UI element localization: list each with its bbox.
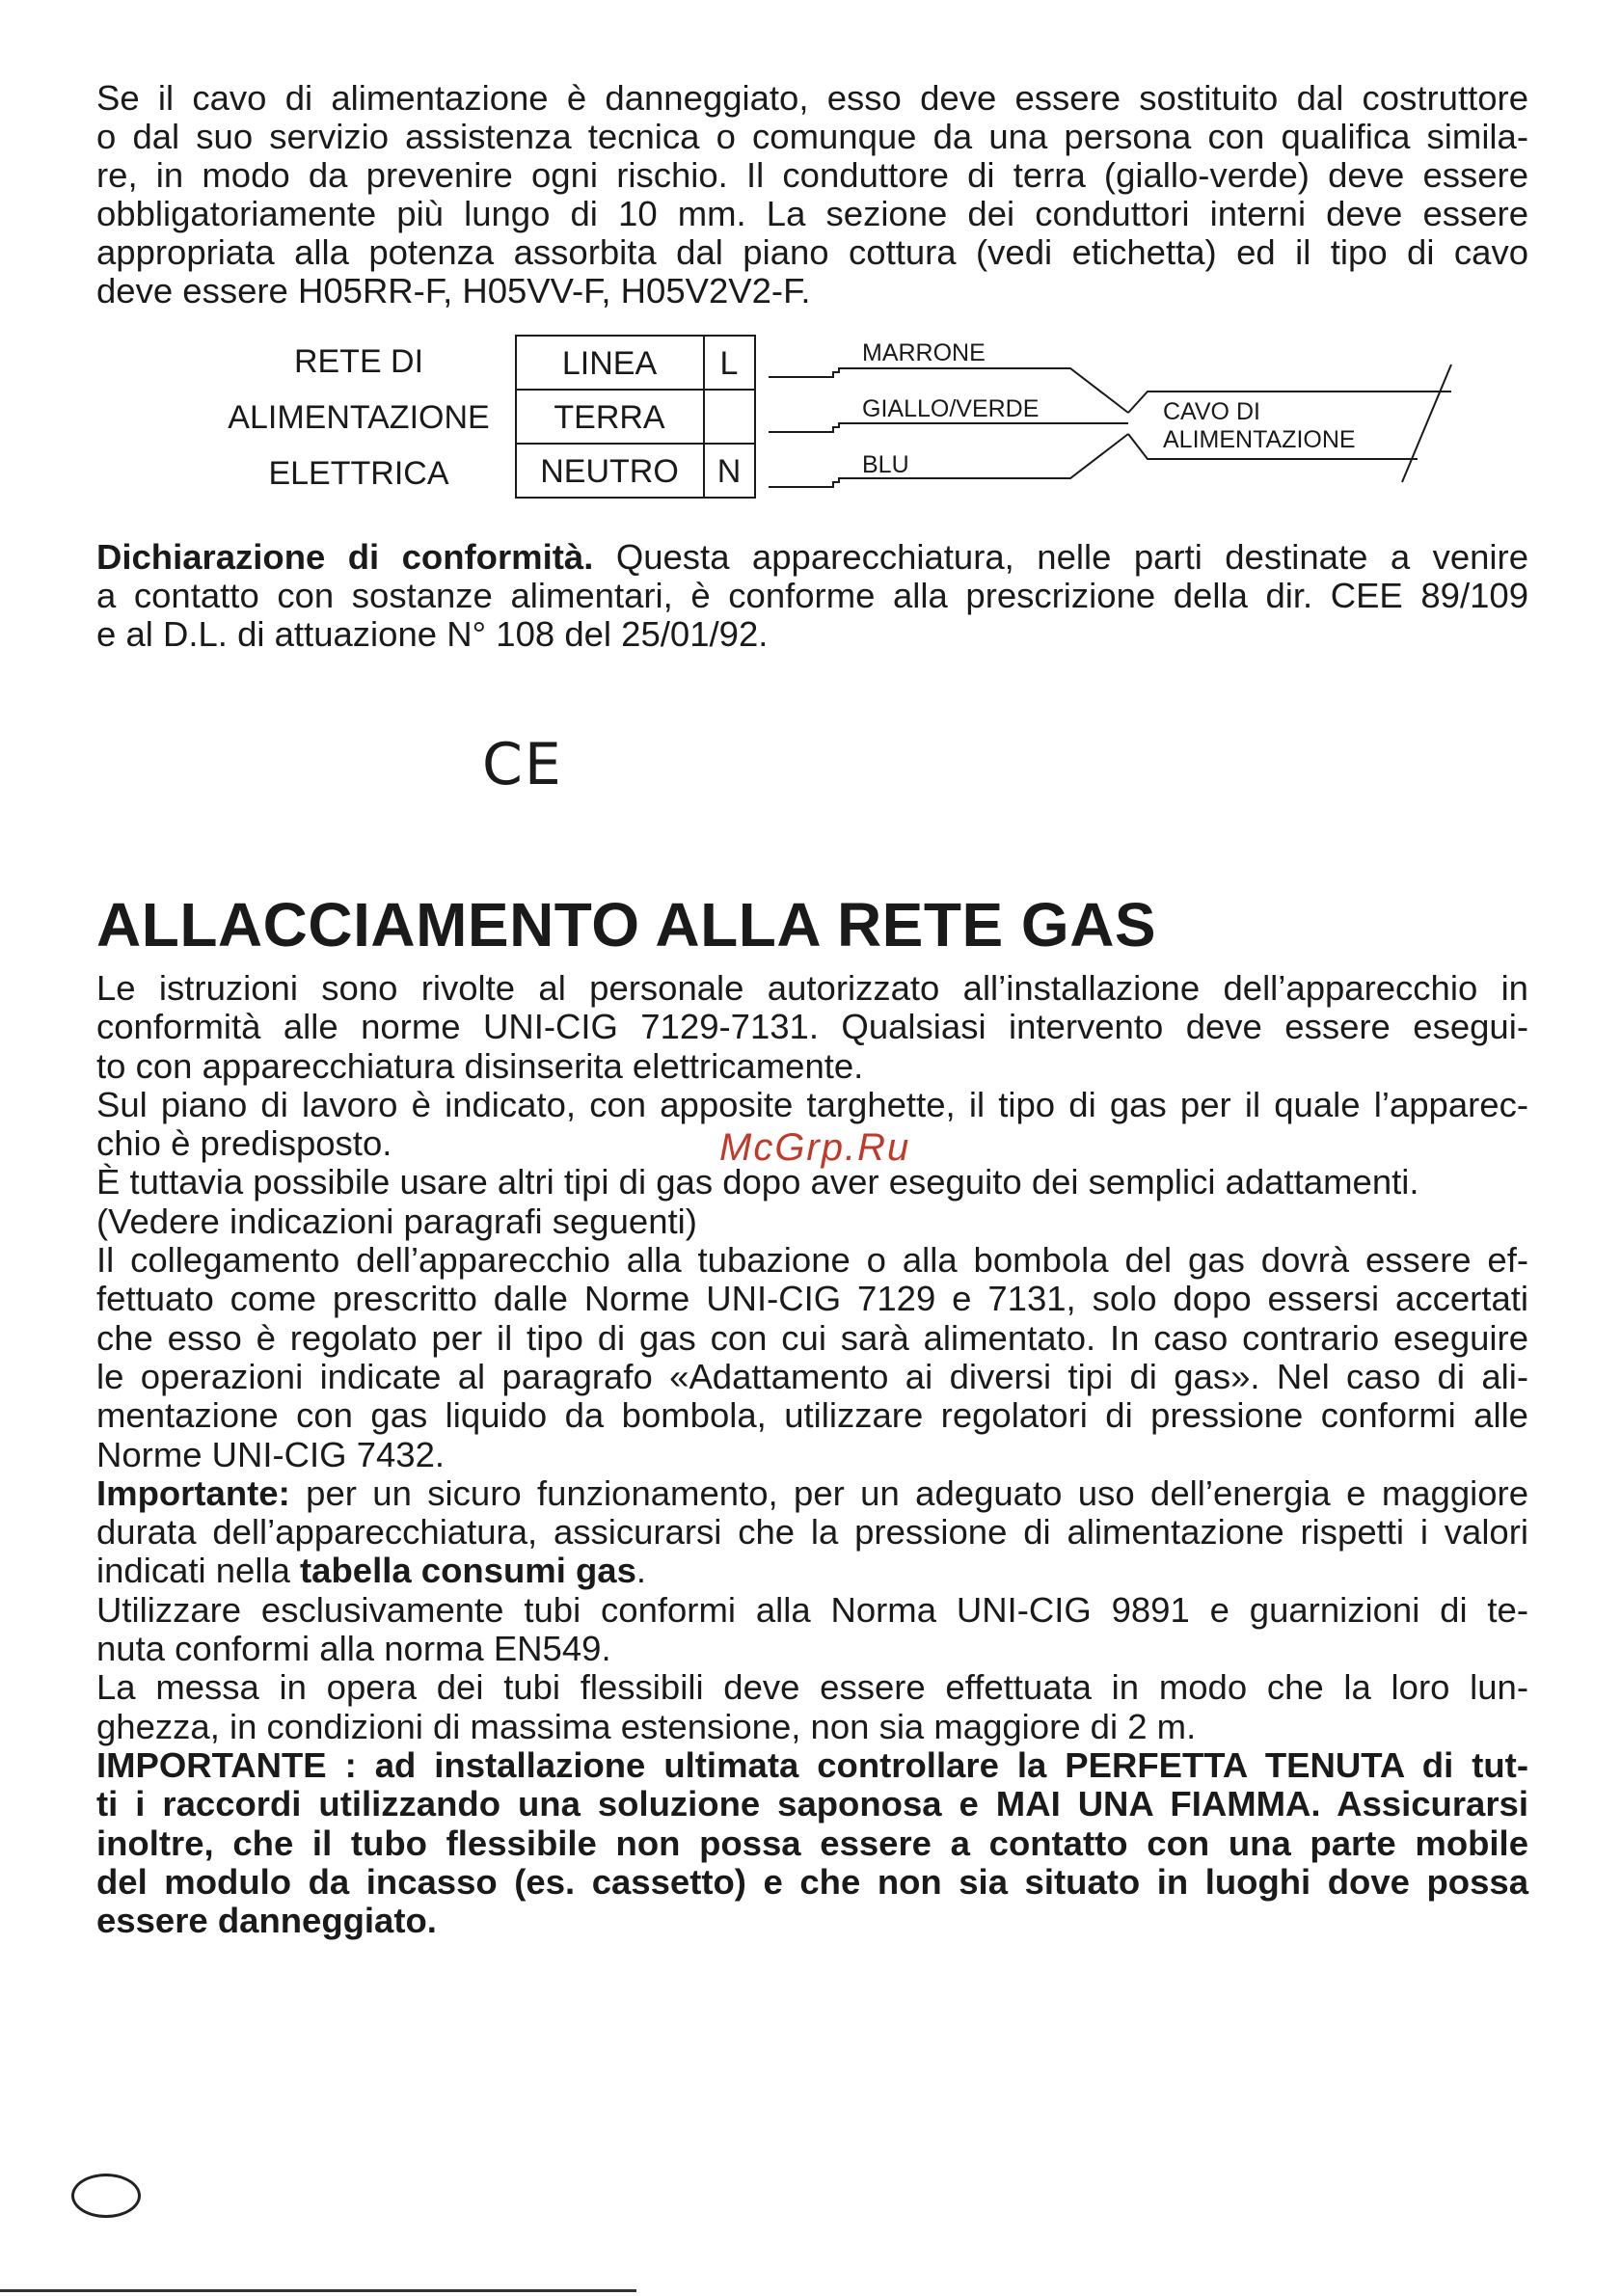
text-line: a contatto con sostanze alimentari, è conforme alla prescrizione della dir. CEE 89/109 — [96, 576, 1528, 615]
wire-color-blu: BLU — [862, 451, 909, 478]
text-line: Il collegamento dell’apparecchio alla tubazione o alla bombola del gas dovrà essere ef- — [96, 1240, 1528, 1281]
text-span: . — [635, 1551, 647, 1591]
network-label-line: ALIMENTAZIONE — [228, 399, 490, 436]
network-label-line: RETE DI — [293, 343, 424, 380]
text-line: durata dell’apparecchiatura, assicurarsi che la pressione di alimentazione rispetti i valori — [96, 1512, 1528, 1553]
text-line: La messa in opera dei tubi flessibili deve essere effettuata in modo che la loro lun- — [96, 1667, 1528, 1708]
text-line: o dal suo servizio assistenza tecnica o comunque da una persona con qualifica simila- — [96, 117, 1528, 156]
text-line: Utilizzare esclusivamente tubi conformi alla Norma UNI-CIG 9891 e guarnizioni di te- — [96, 1589, 1528, 1630]
ce-mark: CE — [482, 731, 563, 798]
text-line: obbligatoriamente più lungo di 10 mm. La sezione dei conduttori interni deve essere — [96, 194, 1528, 233]
section-heading: ALLACCIAMENTO ALLA RETE GAS — [96, 890, 1157, 959]
important-label: Importante: — [96, 1472, 290, 1513]
text-line — [96, 1552, 1528, 1590]
wire-color-marrone: MARRONE — [862, 339, 986, 366]
text-line: e al D.L. di attuazione N° 108 del 25/01/92. — [96, 614, 769, 654]
text-line: deve essere H05RR-F, H05VV-F, H05V2V2-F. — [96, 271, 811, 311]
wiring-diagram — [193, 326, 1466, 509]
bottom-rule — [0, 2289, 636, 2292]
text-line: re, in modo da prevenire ogni rischio. Il conduttore di terra (giallo-verde) deve essere — [96, 155, 1528, 195]
terminal-n: N — [716, 453, 742, 490]
text-line: Norme UNI-CIG 7432. — [96, 1434, 446, 1474]
important-warning-line: del modulo da incasso (es. cassetto) e che non sia situato in luoghi dove possa — [96, 1861, 1528, 1902]
text-line — [96, 538, 1528, 577]
terminal-l: L — [719, 345, 739, 382]
text-line: Sul piano di lavoro è indicato, con apposite targhette, il tipo di gas per il quale l’apparec- — [96, 1084, 1528, 1124]
important-warning-line: essere danneggiato. — [96, 1901, 437, 1941]
text-line: ghezza, in condizioni di massima estensione, non sia maggiore di 2 m. — [96, 1706, 1197, 1746]
text-line: È tuttavia possibile usare altri tipi di gas dopo aver eseguito dei semplici adattamenti. — [96, 1162, 1419, 1202]
text-line: Le istruzioni sono rivolte al personale autorizzato all’installazione dell’apparecchio in — [96, 968, 1528, 1008]
cable-label-line: ALIMENTAZIONE — [1163, 426, 1356, 453]
conductor-terra: TERRA — [554, 399, 665, 436]
conductor-linea: LINEA — [561, 345, 658, 382]
intro-paragraph — [96, 79, 1528, 311]
important-warning-line: ti i raccordi utilizzando una soluzione saponosa e MAI UNA FIAMMA. Assicurarsi — [96, 1784, 1528, 1824]
watermark: McGrp.Ru — [719, 1126, 911, 1169]
text-line: appropriata alla potenza assorbita dal piano cottura (vedi etichetta) ed il tipo di cavo — [96, 232, 1528, 272]
text-line: to con apparecchiatura disinserita elettricamente. — [96, 1045, 864, 1086]
conductor-neutro: NEUTRO — [540, 453, 679, 490]
wire-color-gialloverde: GIALLO/VERDE — [862, 395, 1040, 422]
network-label-line: ELETTRICA — [268, 455, 449, 492]
text-line: le operazioni indicate al paragrafo «Adattamento ai diversi tipi di gas». Nel caso di ali- — [96, 1356, 1528, 1396]
text-span: Questa apparecchiatura, nelle parti destinate a venire — [593, 537, 1528, 577]
text-line: chio è predisposto. — [96, 1123, 392, 1164]
text-span: per un sicuro funzionamento, per un adeguato uso dell’energia e maggiore — [289, 1472, 1528, 1513]
conformity-title: Dichiarazione di conformità. — [96, 537, 594, 577]
text-line: nuta conformi alla norma EN549. — [96, 1629, 611, 1669]
gas-table-reference: tabella consumi gas — [300, 1551, 636, 1591]
cable-label-line: CAVO DI — [1163, 398, 1260, 425]
important-warning-line: IMPORTANTE : ad installazione ultimata controllare la PERFETTA TENUTA di tut- — [96, 1744, 1528, 1785]
page-number-oval — [71, 2174, 141, 2218]
conformity-paragraph — [96, 538, 1528, 654]
text-line: (Vedere indicazioni paragrafi seguenti) — [96, 1201, 697, 1241]
text-line: conformità alle norme UNI-CIG 7129-7131. Qualsiasi intervento deve essere esegui- — [96, 1007, 1528, 1047]
gas-connection-text — [96, 969, 1528, 1940]
text-span: indicati nella — [96, 1551, 301, 1591]
important-warning-line: inoltre, che il tubo flessibile non possa essere a contatto con una parte mobile — [96, 1823, 1528, 1863]
text-line: Se il cavo di alimentazione è danneggiato, esso deve essere sostituito dal costruttore — [96, 78, 1528, 118]
text-line: che esso è regolato per il tipo di gas con cui sarà alimentato. In caso contrario eseguire — [96, 1317, 1528, 1358]
text-line — [96, 1474, 1528, 1513]
text-line: fettuato come prescritto dalle Norme UNI-CIG 7129 e 7131, solo dopo essersi accertati — [96, 1279, 1528, 1319]
text-line: mentazione con gas liquido da bombola, utilizzare regolatori di pressione conformi alle — [96, 1395, 1528, 1436]
